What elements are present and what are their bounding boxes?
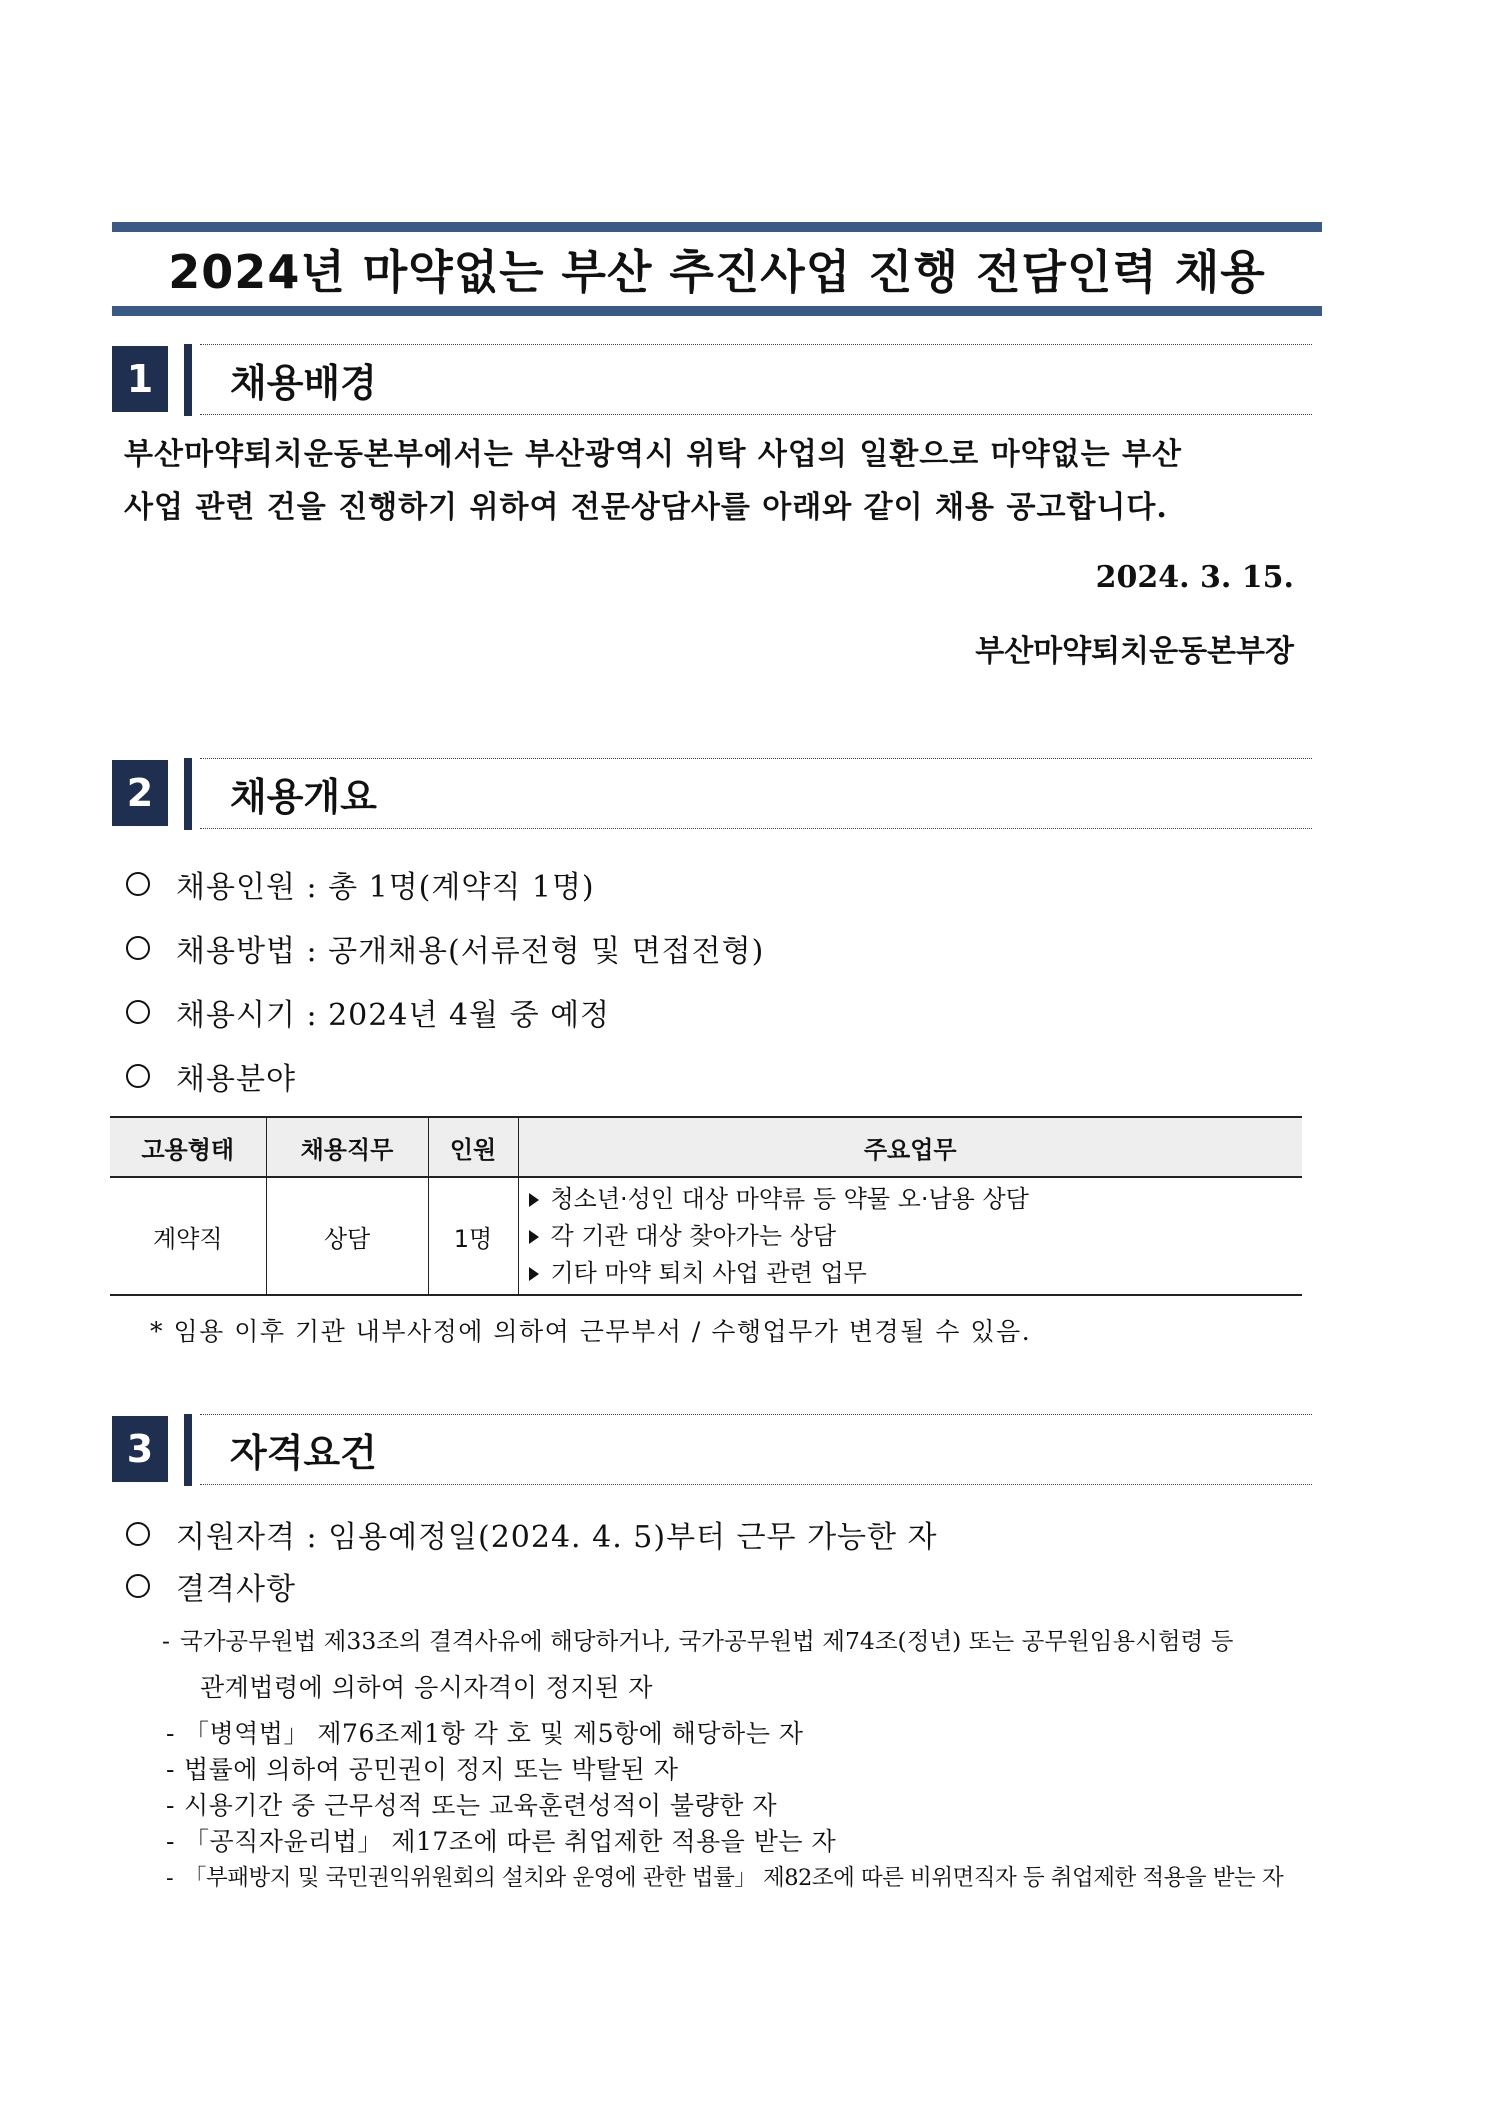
- qualification-item: 결격사항: [126, 1564, 296, 1608]
- column-header: 주요업무: [518, 1117, 1302, 1177]
- duty-item: 기타 마약 퇴치 사업 관련 업무: [529, 1255, 1302, 1292]
- section-title: 채용개요: [230, 775, 377, 819]
- section-rule: [200, 758, 1312, 759]
- disqualification-item: - 국가공무원법 제33조의 결격사유에 해당하거나, 국가공무원법 제74조(정년) 또는 공무원임용시험령 등: [162, 1627, 1234, 1655]
- disqualification-item: - 「부패방지 및 국민권익위원회의 설치와 운영에 관한 법률」 제82조에 따른 비위면직자 등 취업제한 적용을 받는 자: [166, 1865, 1284, 1891]
- section-header-1: [112, 344, 1312, 416]
- overview-item: 채용분야: [126, 1054, 296, 1098]
- triangle-bullet-icon: [529, 1267, 539, 1281]
- overview-item: 채용시기 : 2024년 4월 중 예정: [126, 990, 610, 1034]
- background-paragraph: [124, 428, 1304, 534]
- section-rule: [200, 828, 1312, 829]
- circle-bullet-icon: [126, 1574, 150, 1598]
- column-header: 채용직무: [266, 1117, 428, 1177]
- disqualification-item: - 「병역법」 제76조제1항 각 호 및 제5항에 해당하는 자: [166, 1719, 804, 1748]
- title-rule-bottom: [112, 306, 1322, 316]
- section-header-2: [112, 758, 1312, 830]
- circle-bullet-icon: [126, 1064, 150, 1088]
- disqualification-item-continued: 관계법령에 의하여 응시자격이 정지된 자: [200, 1673, 653, 1702]
- section-number: 2: [112, 760, 168, 826]
- background-line: 부산마약퇴치운동본부에서는 부산광역시 위탁 사업의 일환으로 마약없는 부산: [124, 437, 1183, 472]
- circle-bullet-icon: [126, 1522, 150, 1546]
- count-cell: 1명: [428, 1177, 518, 1295]
- section-number: 3: [112, 1416, 168, 1482]
- announcement-date: 2024. 3. 15.: [1095, 560, 1294, 595]
- triangle-bullet-icon: [529, 1193, 539, 1207]
- duty-item: 청소년·성인 대상 마약류 등 약물 오·남용 상담: [529, 1181, 1302, 1218]
- qualification-item: 지원자격 : 임용예정일(2024. 4. 5)부터 근무 가능한 자: [126, 1512, 938, 1556]
- section-title: 자격요건: [230, 1431, 377, 1475]
- section-rule: [200, 414, 1312, 415]
- table-note: * 임용 이후 기관 내부사정에 의하여 근무부서 / 수행업무가 변경될 수 있음.: [150, 1317, 1032, 1346]
- duties-cell: [518, 1177, 1302, 1295]
- section-accent-bar: [184, 758, 192, 830]
- job-cell: 상담: [266, 1177, 428, 1295]
- triangle-bullet-icon: [529, 1230, 539, 1244]
- document-title: 2024년 마약없는 부산 추진사업 진행 전담인력 채용: [168, 245, 1266, 299]
- table-header-row: [110, 1117, 1302, 1177]
- disqualification-item: - 시용기간 중 근무성적 또는 교육훈련성적이 불량한 자: [166, 1791, 777, 1820]
- disqualification-item: - 「공직자윤리법」 제17조에 따른 취업제한 적용을 받는 자: [166, 1827, 837, 1856]
- circle-bullet-icon: [126, 1000, 150, 1024]
- section-accent-bar: [184, 344, 192, 416]
- section-rule: [200, 1414, 1312, 1415]
- overview-item: 채용방법 : 공개채용(서류전형 및 면접전형): [126, 926, 764, 970]
- section-accent-bar: [184, 1414, 192, 1486]
- employment-type-cell: 계약직: [110, 1177, 266, 1295]
- section-number: 1: [112, 346, 168, 412]
- background-line: 사업 관련 건을 진행하기 위하여 전문상담사를 아래와 같이 채용 공고합니다.: [124, 490, 1168, 525]
- section-title: 채용배경: [230, 361, 377, 405]
- recruitment-table: [110, 1116, 1302, 1296]
- signature: 부산마약퇴치운동본부장: [975, 634, 1294, 669]
- table-row: [110, 1177, 1302, 1295]
- circle-bullet-icon: [126, 872, 150, 896]
- disqualification-item: - 법률에 의하여 공민권이 정지 또는 박탈된 자: [166, 1755, 679, 1784]
- overview-item: 채용인원 : 총 1명(계약직 1명): [126, 862, 595, 906]
- section-header-3: [112, 1414, 1312, 1486]
- section-rule: [200, 1484, 1312, 1485]
- circle-bullet-icon: [126, 936, 150, 960]
- column-header: 인원: [428, 1117, 518, 1177]
- column-header: 고용형태: [110, 1117, 266, 1177]
- title-rule-top: [112, 222, 1322, 232]
- section-rule: [200, 344, 1312, 345]
- duty-item: 각 기관 대상 찾아가는 상담: [529, 1218, 1302, 1255]
